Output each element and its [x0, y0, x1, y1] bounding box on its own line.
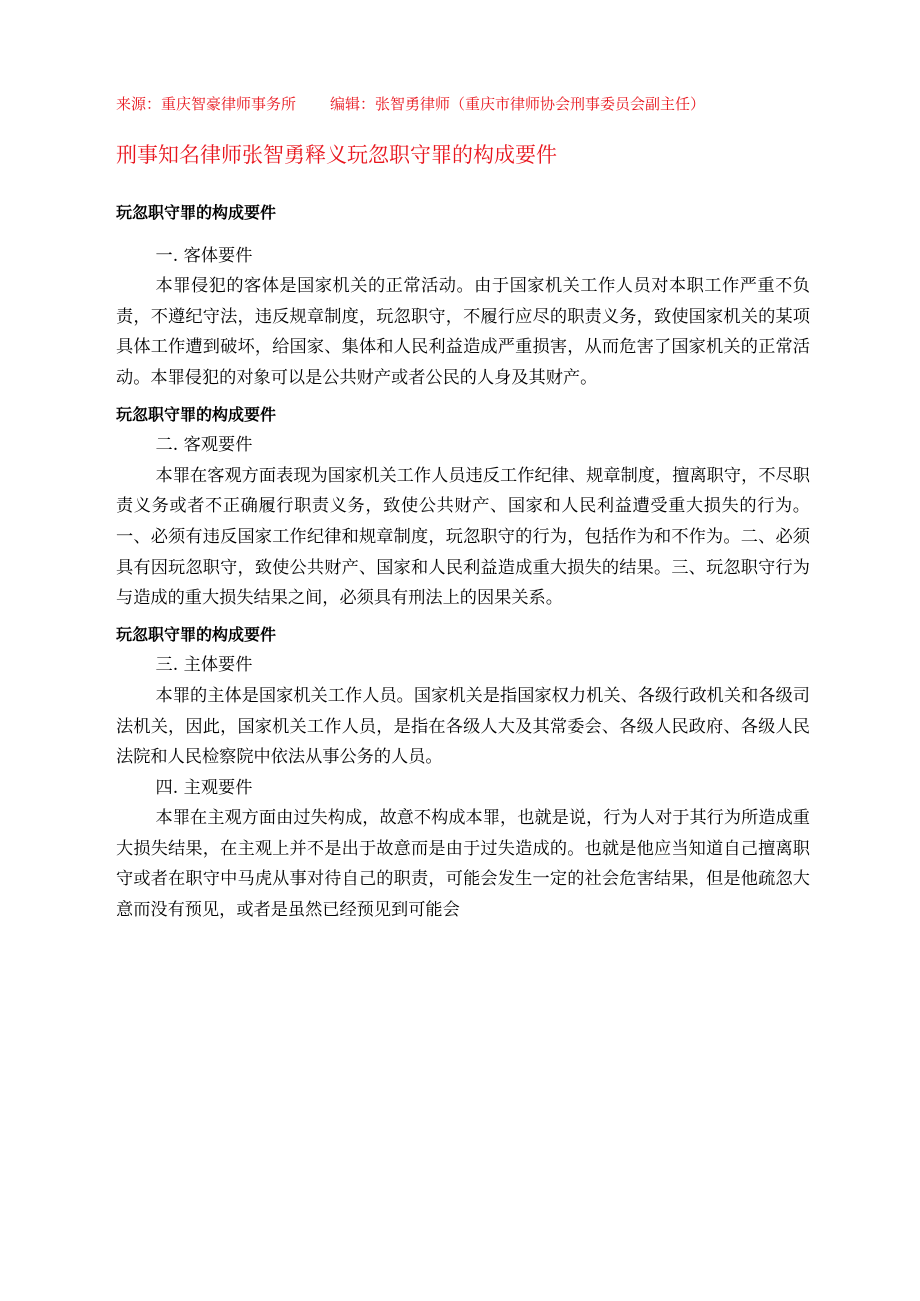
- document-body: [116, 198, 810, 926]
- document-title: 刑事知名律师张智勇释义玩忽职守罪的构成要件: [116, 143, 557, 167]
- section-paragraph: 本罪的主体是国家机关工作人员。国家机关是指国家权力机关、各级行政机关和各级司法机关，因此，国家机关工作人员，是指在各级人大及其常委会、各级人民政府、各级人民法院和人民检察院中依法从事公务的人员。: [116, 685, 810, 768]
- editor-text: 编辑：张智勇律师（重庆市律师协会刑事委员会副主任）: [330, 95, 706, 113]
- section-heading: 玩忽职守罪的构成要件: [116, 404, 277, 424]
- section-subheading: 四. 主观要件: [155, 777, 253, 798]
- section-paragraph: 本罪在主观方面由过失构成，故意不构成本罪，也就是说，行为人对于其行为所造成重大损失结果，在主观上并不是出于故意而是由于过失造成的。也就是他应当知道自己擅离职守或者在职守中马虎从事对待自己的职责，可能会发生一定的社会危害结果，但是他疏忽大意而没有预见，或者是虽然已经预见到可能会: [116, 808, 810, 921]
- section-heading: 玩忽职守罪的构成要件: [116, 624, 277, 644]
- section-heading: 玩忽职守罪的构成要件: [116, 203, 277, 222]
- source-line: [116, 92, 810, 116]
- source-text: 来源：重庆智豪律师事务所: [116, 95, 297, 113]
- section-subheading: 一. 客体要件: [155, 245, 253, 266]
- section-subheading: 二. 客观要件: [155, 435, 253, 456]
- section-paragraph: 本罪在客观方面表现为国家机关工作人员违反工作纪律、规章制度，擅离职守，不尽职责义务或者不正确履行职责义务，致使公共财产、国家和人民利益遭受重大损失的行为。一、必须有违反国家工作纪律和规章制度，玩忽职守的行为，包括作为和不作为。二、必须具有因玩忽职守，致使公共财产、国家和人民利益造成重大损失的结果。三、玩忽职守行为与造成的重大损失结果之间，必须具有刑法上的因果关系。: [116, 465, 810, 609]
- section-subheading: 三. 主体要件: [155, 655, 253, 676]
- section-paragraph: 本罪侵犯的客体是国家机关的正常活动。由于国家机关工作人员对本职工作严重不负责，不遵纪守法，违反规章制度，玩忽职守，不履行应尽的职责义务，致使国家机关的某项具体工作遭到破坏，给国家、集体和人民利益造成严重损害，从而危害了国家机关的正常活动。本罪侵犯的对象可以是公共财产或者公民的人身及其财产。: [116, 276, 810, 388]
